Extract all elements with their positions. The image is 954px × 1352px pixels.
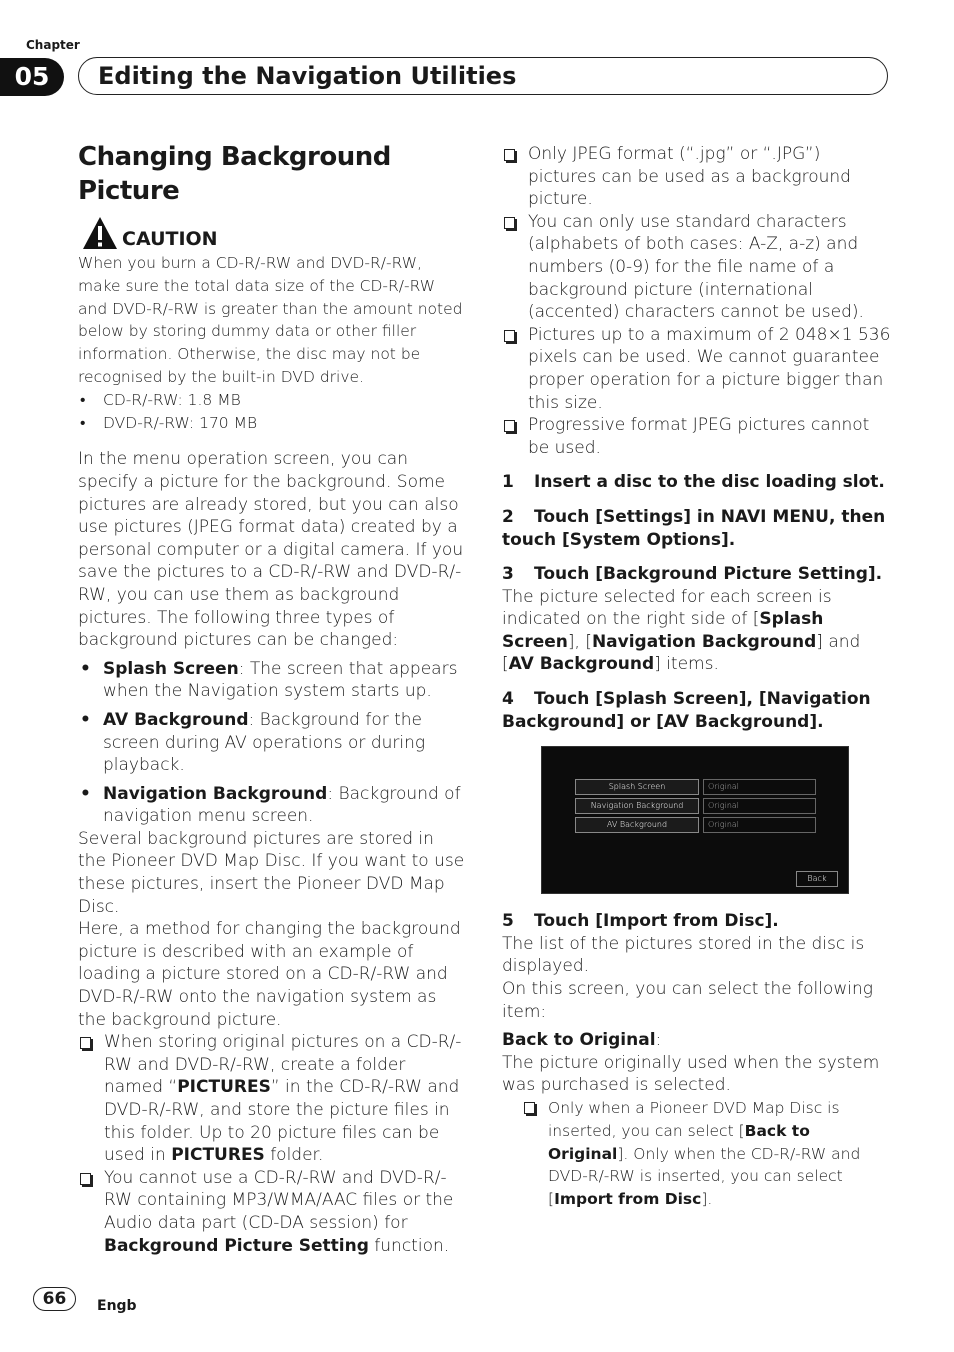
body-text: ], [ [567, 631, 592, 652]
note-text: function. [368, 1235, 450, 1256]
paragraph-method: Here, a method for changing the background picture is described with an example of loading a picture stored on a CD-R/-RW and DVD-R/-RW onto the navigation system as the background picture. [78, 919, 461, 1030]
step-3-body [502, 586, 892, 676]
step-text: Touch [Splash Screen], [Navigation Background] or [AV Background]. [502, 689, 871, 732]
note-item: You can only use standard characters (alphabets of both cases: A-Z, a-z) and numbers (0-9) for the file name of a background picture (international (accented) characters cannot be used). [502, 211, 892, 324]
body-text: The picture selected for each screen is indicated on the right side of [ [502, 586, 832, 630]
step-number: 2 [502, 506, 514, 527]
right-column [502, 143, 892, 1211]
type-item [78, 783, 466, 828]
warning-icon [82, 216, 118, 250]
caution-item: • DVD-R/-RW: 170 MB [78, 412, 466, 435]
language-code: Engb [97, 1298, 137, 1314]
screen-button-splash[interactable]: Splash Screen [575, 779, 699, 795]
step-number: 5 [502, 911, 514, 932]
sub-notes [522, 1097, 892, 1211]
step-5 [502, 910, 892, 933]
note-bold: PICTURES [177, 1077, 271, 1098]
type-term: Navigation Background [103, 783, 328, 804]
screen-back-button[interactable]: Back [796, 871, 838, 887]
type-item [78, 709, 466, 777]
caution-label: CAUTION [122, 228, 218, 250]
chapter-number: 05 [0, 58, 64, 96]
body-bold: Splash Screen [502, 609, 824, 652]
screen-row-navigation [575, 798, 816, 814]
note-bold: Back to Original [548, 1121, 810, 1163]
step-text: Insert a disc to the disc loading slot. [534, 472, 885, 493]
body-bold: Navigation Background [591, 631, 817, 652]
left-column [78, 140, 466, 1257]
note-text: When storing original pictures on a CD-R/-RW and DVD-R/-RW, create a folder named “ [104, 1032, 462, 1098]
screen-button-av[interactable]: AV Background [575, 817, 699, 833]
type-desc: : The screen that appears when the Navigation system starts up. [103, 658, 458, 702]
note-item: Progressive format JPEG pictures cannot be used. [502, 414, 892, 459]
note-bold: Import from Disc [554, 1190, 702, 1209]
note-text: You cannot use a CD-R/-RW and DVD-R/-RW containing MP3/WMA/AAC files or the Audio data part (CD-DA session) for [104, 1167, 454, 1233]
intro-paragraph: In the menu operation screen, you can specify a picture for the background. Some pictures are already stored, but you can also use pictures (JPEG format data) created by a personal computer or a digital camera. If you save the pictures to a CD-R/-RW and DVD-R/-RW, you can use them as background pictures. The following three types of background pictures can be changed: [78, 449, 464, 651]
note-item [522, 1097, 892, 1211]
back-to-original-desc: The picture originally used when the system was purchased is selected. [502, 1052, 880, 1096]
screen-row-splash [575, 779, 816, 795]
caution-text: When you burn a CD-R/-RW and DVD-R/-RW, make sure the total data size of the CD-R/-RW and DVD-R/-RW is greater than the amount noted below by storing dummy data or other filler information. Otherwise, the disc may not be recognised by the built-in DVD drive. [78, 254, 463, 386]
body-text: ] items. [654, 654, 719, 675]
body-text: ] and [ [502, 631, 861, 675]
note-text: Only when a Pioneer DVD Map Disc is inserted, you can select [ [548, 1099, 840, 1140]
screen-screenshot [541, 746, 849, 894]
screen-value: Original [703, 817, 816, 833]
step-5-body-1: The list of the pictures stored in the disc is displayed. [502, 933, 865, 977]
note-item: Only JPEG format (“.jpg” or “.JPG”) pictures can be used as a background picture. [502, 143, 892, 211]
screen-button-navigation[interactable]: Navigation Background [575, 798, 699, 814]
caution-item: • CD-R/-RW: 1.8 MB [78, 389, 466, 412]
paragraph-dvd-map: Several background pictures are stored in the Pioneer DVD Map Disc. If you want to use these pictures, insert the Pioneer DVD Map Disc. [78, 828, 465, 917]
background-types-list [78, 658, 466, 828]
note-item [78, 1167, 466, 1257]
note-text: folder. [264, 1145, 324, 1166]
step-text: Touch [Import from Disc]. [534, 911, 779, 932]
body-bold: AV Background [508, 654, 655, 675]
step-1 [502, 471, 892, 494]
note-item [78, 1031, 466, 1167]
type-desc: : Background of navigation menu screen. [103, 783, 461, 827]
step-text: Touch [Settings] in NAVI MENU, then touch [System Options]. [502, 506, 886, 550]
step-4 [502, 688, 892, 733]
note-bold: PICTURES [171, 1145, 265, 1166]
type-term: AV Background [103, 709, 249, 730]
chapter-label: Chapter [26, 38, 80, 52]
note-text: ]. [701, 1190, 713, 1209]
note-text: ” in the CD-R/-RW and DVD-R/-RW, and store the picture files in this folder. Up to 20 picture files can be used in [104, 1077, 460, 1166]
screen-value: Original [703, 798, 816, 814]
back-to-original-term [502, 1029, 892, 1052]
screen-value: Original [703, 779, 816, 795]
step-number: 4 [502, 689, 514, 710]
section-title: Changing Background Picture [78, 142, 391, 206]
chapter-title: Editing the Navigation Utilities [98, 62, 517, 90]
notes-left [78, 1031, 466, 1257]
type-item [78, 658, 466, 703]
type-term: Splash Screen [103, 658, 239, 679]
page-number: 66 [33, 1287, 76, 1311]
term-colon: : [655, 1030, 662, 1051]
step-text: Touch [Background Picture Setting]. [534, 564, 883, 585]
step-number: 1 [502, 472, 514, 493]
step-2 [502, 506, 892, 551]
note-bold: Background Picture Setting [104, 1235, 369, 1256]
step-5-body-2: On this screen, you can select the following item: [502, 979, 873, 1022]
step-3 [502, 563, 892, 586]
caution-heading [78, 212, 466, 250]
notes-right [502, 143, 892, 459]
step-number: 3 [502, 564, 514, 585]
type-desc: : Background for the screen during AV operations or during playback. [103, 709, 426, 776]
note-text: ]. Only when the CD-R/-RW and DVD-R/-RW is inserted, you can select [ [548, 1144, 861, 1209]
chapter-title-box [78, 57, 888, 95]
note-item: Pictures up to a maximum of 2 048×1 536 pixels can be used. We cannot guarantee proper operation for a picture bigger than this size. [502, 324, 892, 414]
caution-list [78, 389, 466, 435]
screen-row-av [575, 817, 816, 833]
term-bold: Back to Original [502, 1030, 656, 1051]
